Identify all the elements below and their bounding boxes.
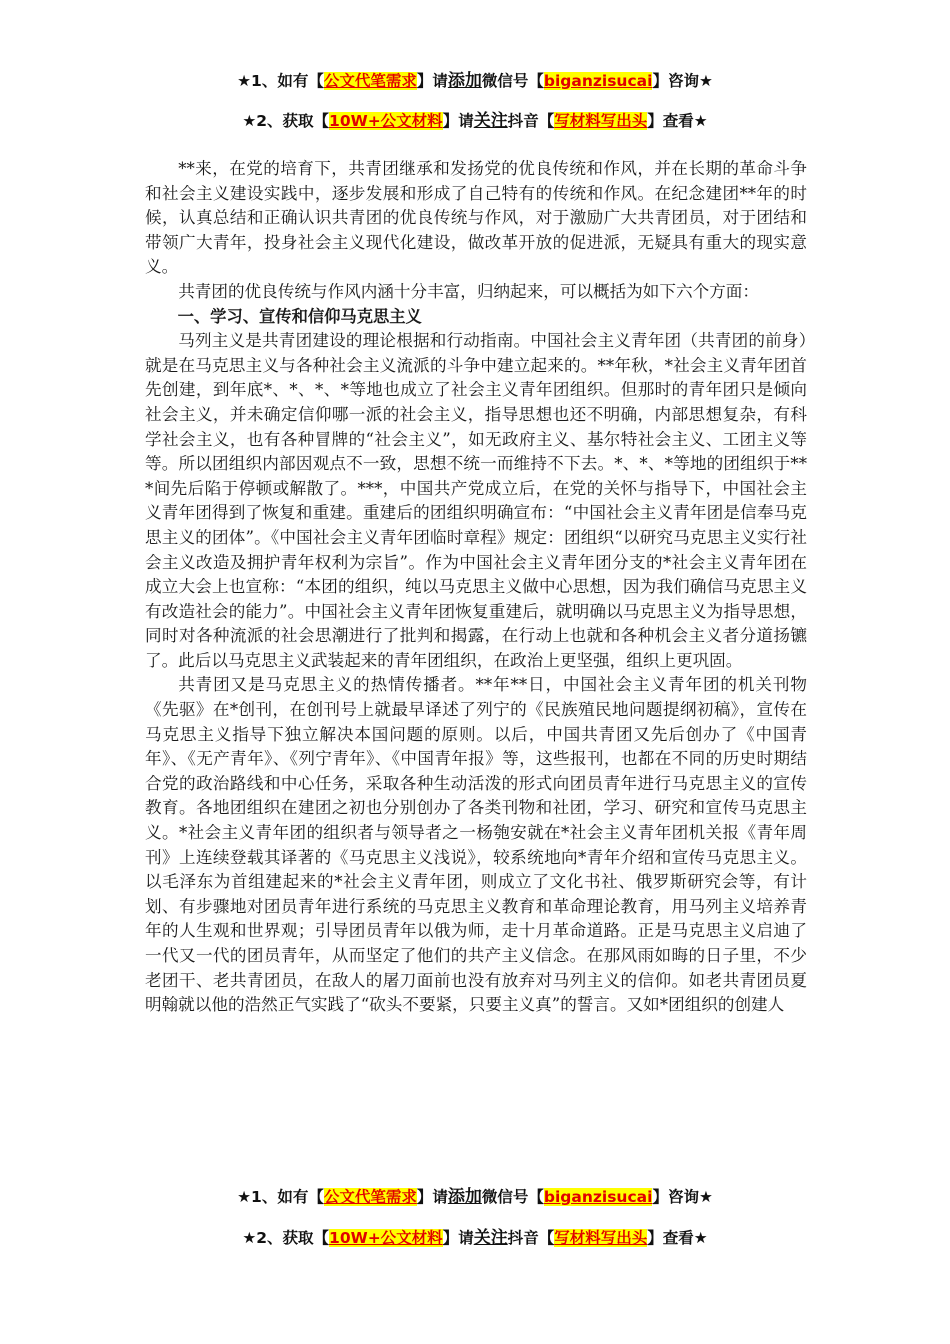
promo-highlight: biganzisucai bbox=[543, 1188, 653, 1206]
promo-banner-bottom-1 bbox=[0, 1186, 950, 1208]
promo-banner-bottom-2 bbox=[0, 1227, 950, 1249]
promo-text: 抖音【 bbox=[507, 1229, 555, 1247]
paragraph: 共青团的优良传统与作风内涵十分丰富，归纳起来，可以概括为如下六个方面： bbox=[178, 281, 759, 301]
section-heading: 一、学习、宣传和信仰马克思主义 bbox=[177, 306, 422, 326]
promo-highlight: biganzisucai bbox=[543, 72, 653, 90]
star-icon: ★ bbox=[242, 1229, 257, 1247]
star-icon: ★ bbox=[698, 72, 713, 90]
promo-emphasis: 关注 bbox=[473, 111, 508, 131]
star-icon: ★ bbox=[698, 1188, 713, 1206]
promo-highlight: 公文代笔需求 bbox=[323, 72, 417, 90]
promo-text: 1、如有【 bbox=[251, 72, 324, 90]
promo-highlight: 公文代笔需求 bbox=[323, 1188, 417, 1206]
star-icon: ★ bbox=[693, 112, 708, 130]
promo-text: 】查看 bbox=[647, 112, 694, 130]
paragraph: 马列主义是共青团建设的理论根据和行动指南。中国社会主义青年团（共青团的前身）就是在马克思主义与各种社会主义流派的斗争中建立起来的。**年秋，*社会主义青年团首先创建，到年底*、*、*、*等地也成立了社会主义青年团组织。但那时的青年团只是倾向社会主义，并未确定信仰哪一派的社会主义，指导思想也还不明确，内部思想复杂，有科学社会主义，也有各种冒牌的“社会主义”，如无政府主义、基尔特社会主义、工团主义等等。所以团组织内部因观点不一致，思想不统一而维持不下去。*、*、*等地的团组织于***间先后陷于停顿或解散了。***，中国共产党成立后，在党的关怀与指导下，中国社会主义青年团得到了恢复和重建。重建后的团组织明确宣布：“中国社会主义青年团是信奉马克思主义的团体”。《中国社会主义青年团临时章程》规定：团组织“以研究马克思主义实行社会主义改造及拥护青年权利为宗旨”。作为中国社会主义青年团分支的*社会主义青年团在成立大会上也宣称：“本团的组织，纯以马克思主义做中心思想，因为我们确信马克思主义有改造社会的能力”。中国社会主义青年团恢复重建后，就明确以马克思主义为指导思想，同时对各种流派的社会思潮进行了批判和揭露，在行动上也就和各种机会主义者分道扬镳了。此后以马克思主义武装起来的青年团组织，在政治上更坚强，组织上更巩固。 bbox=[145, 331, 807, 670]
document-body bbox=[145, 157, 807, 1018]
promo-highlight: 10W+公文材料 bbox=[329, 1229, 443, 1247]
promo-banner-top-2 bbox=[0, 110, 950, 132]
promo-text: 】查看 bbox=[647, 1229, 694, 1247]
paragraph: **来，在党的培育下，共青团继承和发扬党的优良传统和作风，并在长期的革命斗争和社会主义建设实践中，逐步发展和形成了自己特有的传统和作风。在纪念建团**年的时候，认真总结和正确认识共青团的优良传统与作风，对于激励广大共青团员，对于团结和带领广大青年，投身社会主义现代化建设，做改革开放的促进派，无疑具有重大的现实意义。 bbox=[145, 159, 807, 277]
star-icon: ★ bbox=[237, 72, 252, 90]
promo-text: 微信号【 bbox=[481, 72, 544, 90]
promo-text: 微信号【 bbox=[481, 1188, 544, 1206]
promo-text: 2、获取【 bbox=[256, 112, 330, 130]
promo-emphasis: 关注 bbox=[473, 1228, 508, 1248]
promo-emphasis: 添加 bbox=[447, 1187, 482, 1207]
promo-text: 】请 bbox=[442, 1229, 474, 1247]
promo-text: 抖音【 bbox=[507, 112, 555, 130]
promo-text: 1、如有【 bbox=[251, 1188, 324, 1206]
star-icon: ★ bbox=[242, 112, 257, 130]
star-icon: ★ bbox=[237, 1188, 252, 1206]
promo-banner-top-1 bbox=[0, 70, 950, 92]
promo-text: 】请 bbox=[416, 72, 448, 90]
promo-highlight: 写材料写出头 bbox=[554, 1229, 648, 1247]
promo-text: 】请 bbox=[442, 112, 474, 130]
promo-highlight: 写材料写出头 bbox=[554, 112, 648, 130]
promo-text: 2、获取【 bbox=[256, 1229, 330, 1247]
promo-text: 】请 bbox=[416, 1188, 448, 1206]
promo-highlight: 10W+公文材料 bbox=[329, 112, 443, 130]
promo-text: 】咨询 bbox=[652, 1188, 699, 1206]
paragraph: 共青团又是马克思主义的热情传播者。**年**日，中国社会主义青年团的机关刊物《先驱》在*创刊，在创刊号上就最早译述了列宁的《民族殖民地问题提纲初稿》，宣传在马克思主义指导下独立解决本国问题的原则。以后，中国共青团又先后创办了《中国青年》、《无产青年》、《列宁青年》、《中国青年报》等，这些报刊，也都在不同的历史时期结合党的政治路线和中心任务，采取各种生动活泼的形式向团员青年进行马克思主义的宣传教育。各地团组织在建团之初也分别创办了各类刊物和社团，学习、研究和宣传马克思主义。*社会主义青年团的组织者与领导者之一杨匏安就在*社会主义青年团机关报《青年周刊》上连续登载其译著的《马克思主义浅说》，较系统地向*青年介绍和宣传马克思主义。以毛泽东为首组建起来的*社会主义青年团，则成立了文化书社、俄罗斯研究会等，有计划、有步骤地对团员青年进行系统的马克思主义教育和革命理论教育，用马列主义培养青年的人生观和世界观；引导团员青年以俄为师，走十月革命道路。正是马克思主义启迪了一代又一代的团员青年，从而坚定了他们的共产主义信念。在那风雨如晦的日子里，不少老团干、老共青团员，在敌人的屠刀面前也没有放弃对马列主义的信仰。如老共青团员夏明翰就以他的浩然正气实践了“砍头不要紧，只要主义真”的誓言。又如*团组织的创建人 bbox=[145, 675, 807, 1015]
promo-text: 】咨询 bbox=[652, 72, 699, 90]
star-icon: ★ bbox=[693, 1229, 708, 1247]
promo-emphasis: 添加 bbox=[447, 71, 482, 91]
